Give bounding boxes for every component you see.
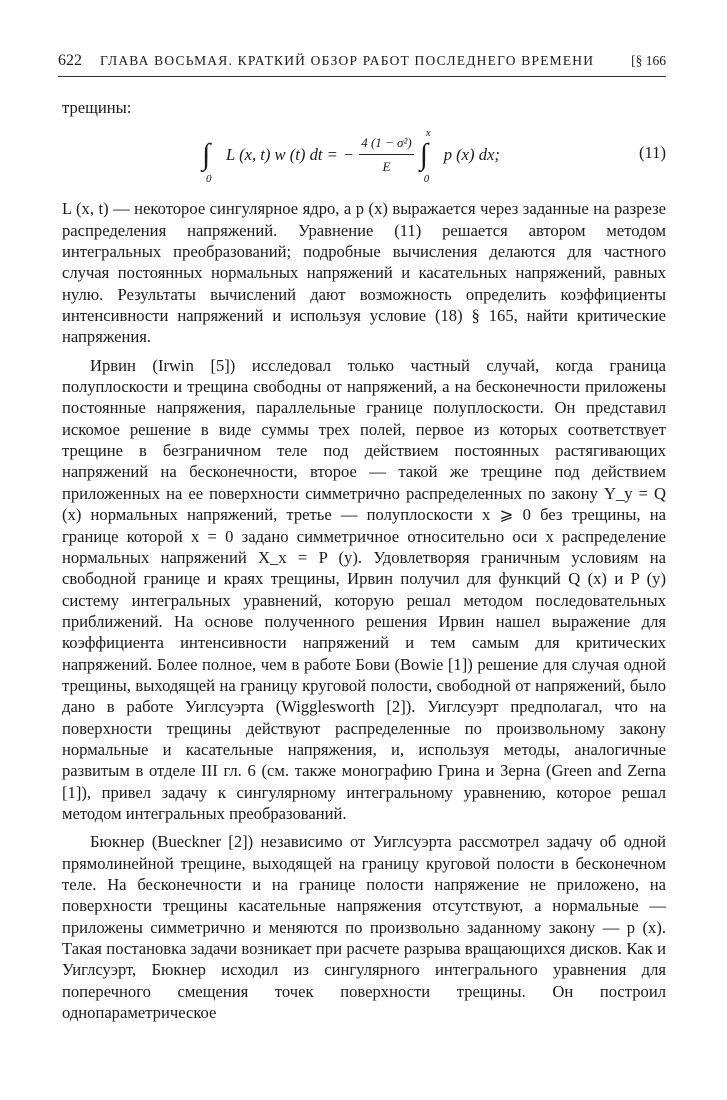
coefficient-denominator: E <box>382 158 391 174</box>
running-header <box>58 52 666 77</box>
coefficient-numerator: 4 (1 − σ²) <box>359 132 414 154</box>
lower-limit-right: 0 <box>423 172 430 185</box>
formula-coefficient <box>359 132 414 177</box>
lower-limit-left: 0 <box>206 172 212 185</box>
page-body <box>62 97 666 1023</box>
chapter-title: ГЛАВА ВОСЬМАЯ. КРАТКИЙ ОБЗОР РАБОТ ПОСЛЕДНЕГО ВРЕМЕНИ <box>100 53 595 68</box>
integral-sign-left: ∫ 0 <box>202 137 212 185</box>
integral-sign-right: ∫ x 0 <box>419 126 431 185</box>
formula-lhs: L (x, t) w (t) dt = <box>226 145 338 165</box>
equation-number: (11) <box>638 143 666 163</box>
page-number: 622 <box>58 52 82 69</box>
formula-expression <box>202 126 500 185</box>
section-marker: [§ 166 <box>631 53 666 68</box>
paragraph-1: L (x, t) — некоторое сингулярное ядро, а p (x) выражается через заданные на разрезе распределения напряжений. Уравнение (11) решается автором методом интегральных преобразований; подробные вычисления делаются для частного случая постоянных нормальных напряжений и касательных напряжений, равных нулю. Результаты вычислений дают возможность определить коэффициенты интенсивности напряжений и используя условие (18) § 165, найти критические напряжения. <box>62 199 666 347</box>
intro-word: трещины: <box>62 98 132 117</box>
formula-11 <box>62 118 666 190</box>
paragraph-3: Бюкнер (Bueckner [2]) независимо от Уиглсуэрта рассмотрел задачу об одной прямолинейной трещине, выходящей на границу круговой полости в бесконечном теле. На бесконечности и на границе полости напряжение не приложено, на поверхности трещины касательные напряжения отсутствуют, а нормальные — приложены симметрично и меняются по произвольно заданному закону — p (x). Такая постановка задачи возникает при расчете разрыва вращающихся дисков. Как и Уиглсуэрт, Бюкнер исходил из сингулярного интегрального уравнения для поперечного смещения точек поверхности трещины. Он построил однопараметрическое <box>62 832 666 1023</box>
upper-limit-right: x <box>425 126 431 139</box>
paragraph-2: Ирвин (Irwin [5]) исследовал только частный случай, когда граница полуплоскости и трещина свободны от напряжений, а на бесконечности приложены постоянные напряжения, параллельные границе полуплоскости. Он представил искомое решение в виде суммы трех полей, первое из которых соответствует трещине в безграничном теле под действием постоянных растягивающих напряжений на бесконечности, второе — такой же трещине под действием приложенных на ее поверхности симметрично распределенных по закону Y_y = Q (x) нормальных напряжений, третье — полуплоскости x ⩾ 0 без трещины, на границе которой x = 0 задано симметричное относительно оси x распределение нормальных напряжений X_x = P (y). Удовлетворяя граничным условиям на свободной границе и краях трещины, Ирвин получил для функций Q (x) и P (y) систему интегральных уравнений, которую решал методом последовательных приближений. На основе полученного решения Ирвин нашел выражение для коэффициента интенсивности напряжений и тем самым для критических напряжений. Более полное, чем в работе Бови (Bowie [1]) решение для случая одной трещины, выходящей на границу круговой полости, свободной от напряжений, было дано в работе Уиглсуэрта (Wigglesworth [2]). Уиглсуэрт предполагал, что на поверхности трещины действуют распределенные по произвольному закону нормальные и касательные напряжения, и, используя методы, аналогичные развитым в отделе III гл. 6 (см. также монографию Грина и Зерна (Green and Zerna [1]), привел задачу к сингулярному интегральному уравнению, которое решал методом интегральных преобразований. <box>62 355 666 823</box>
formula-rhs: p (x) dx; <box>443 145 500 165</box>
formula-minus: − <box>343 145 354 165</box>
